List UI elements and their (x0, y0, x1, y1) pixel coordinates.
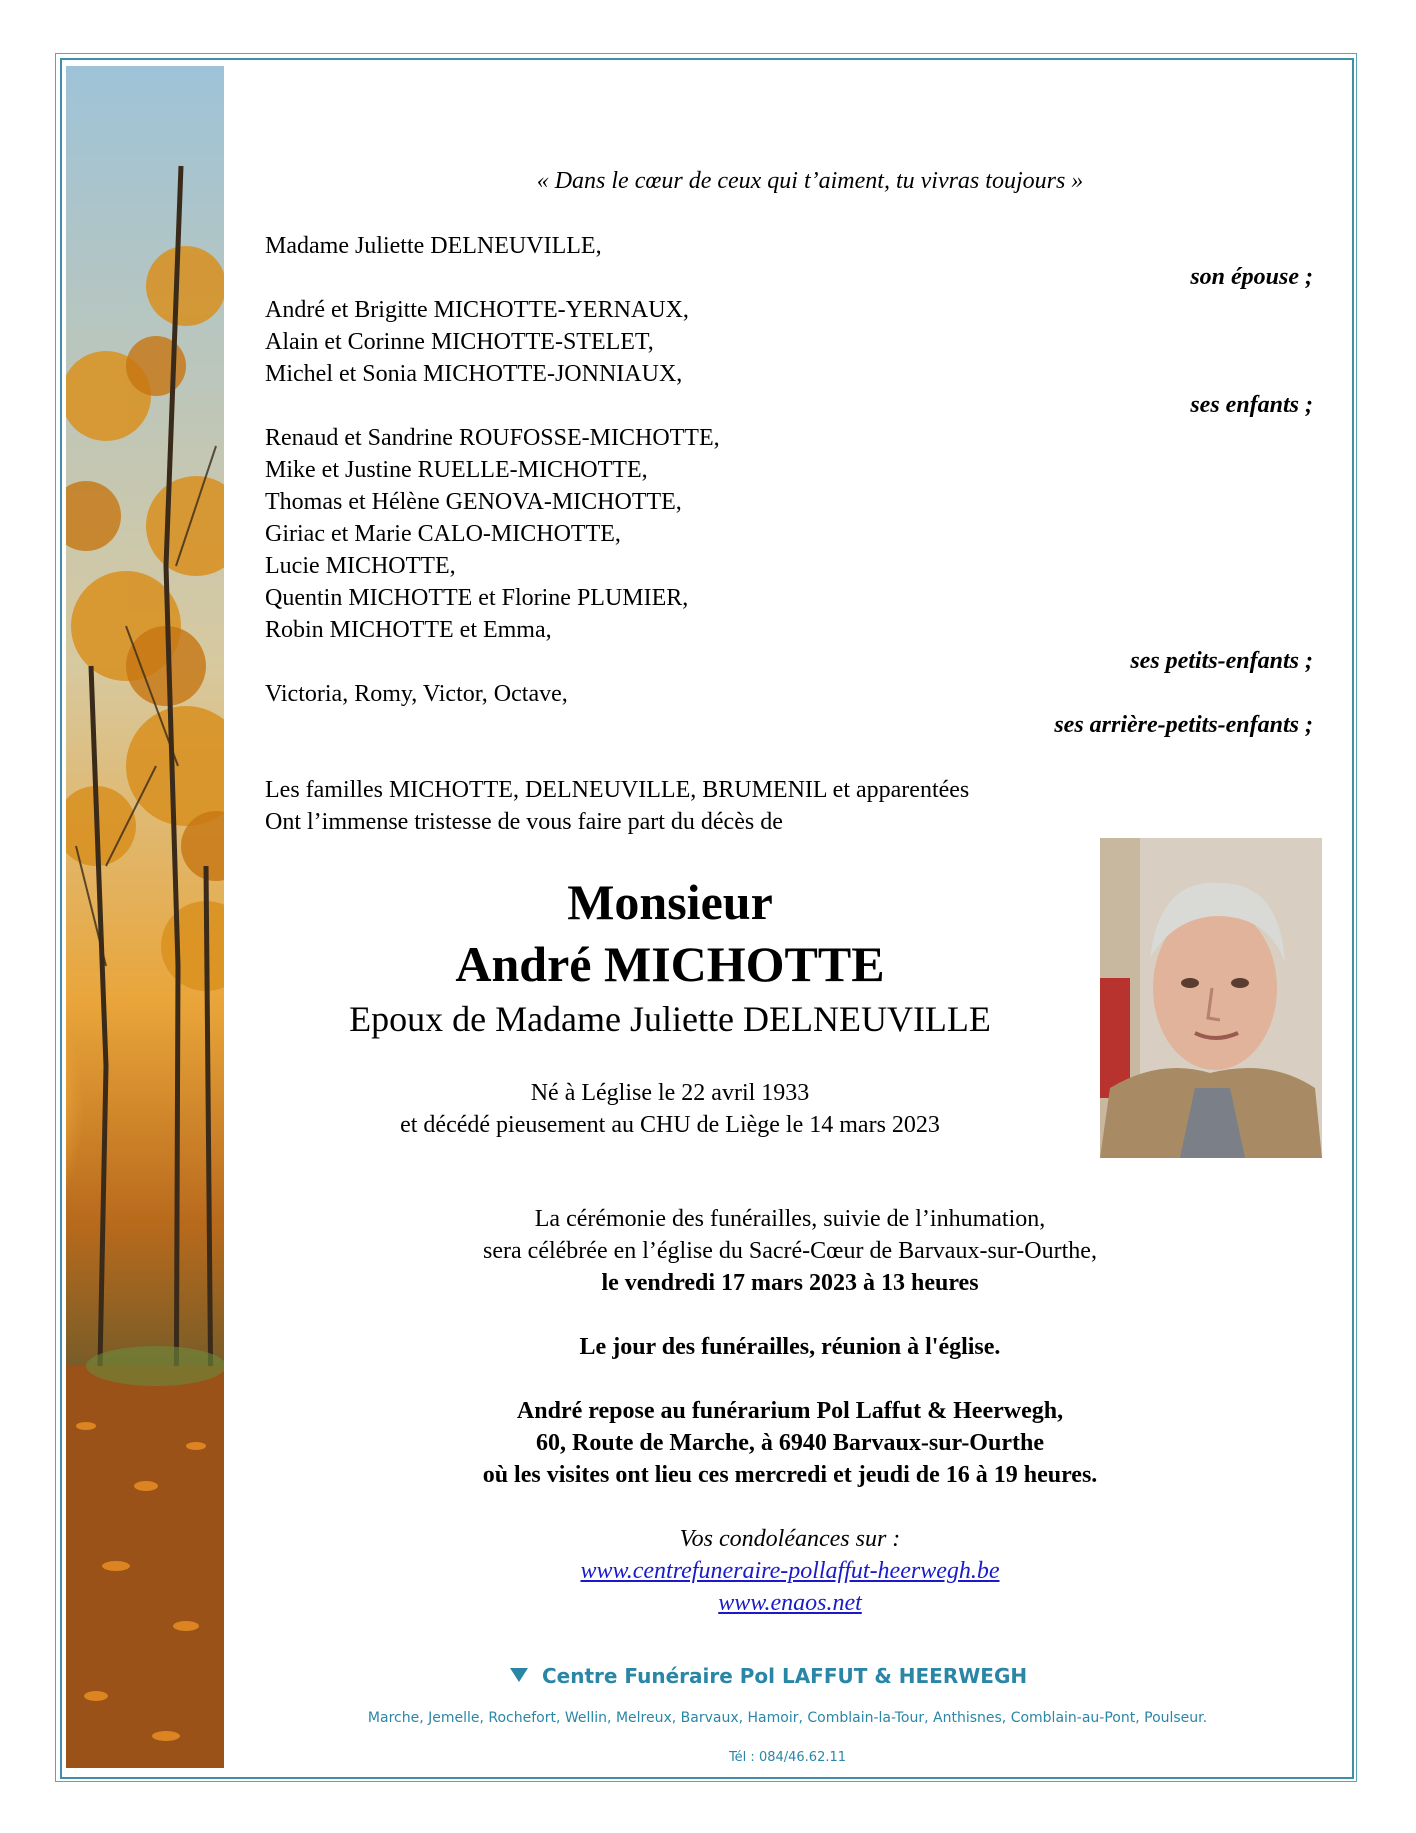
condolences-label: Vos condoléances sur : (679, 1526, 901, 1552)
ceremony-line-1: La cérémonie des funérailles, suivie de l’inhumation, (534, 1206, 1046, 1232)
child-name: André et Brigitte MICHOTTE-YERNAUX, (265, 297, 689, 323)
birth-info: Né à Léglise le 22 avril 1933 (530, 1080, 810, 1106)
child-name: Alain et Corinne MICHOTTE-STELET, (265, 329, 654, 355)
condolences-link-enaos[interactable]: www.enaos.net (718, 1590, 862, 1616)
triangle-down-icon (510, 1668, 528, 1682)
grandchild-name: Mike et Justine RUELLE-MICHOTTE, (265, 457, 648, 483)
great-grandchildren-role: ses arrière-petits-enfants ; (1054, 712, 1313, 738)
grandchildren-role: ses petits-enfants ; (1130, 648, 1313, 674)
grandchild-name: Quentin MICHOTTE et Florine PLUMIER, (265, 585, 689, 611)
rest-line-1: André repose au funérarium Pol Laffut & Heerwegh, (516, 1398, 1064, 1424)
funeral-center-towns: Marche, Jemelle, Rochefort, Wellin, Melreux, Barvaux, Hamoir, Comblain-la-Tour, Anthisnes, Comblain-au-Pont, Poulseur. (367, 1710, 1208, 1726)
memorial-quote: « Dans le cœur de ceux qui t’aiment, tu vivras toujours » (536, 168, 1084, 194)
rest-line-2: 60, Route de Marche, à 6940 Barvaux-sur-Ourthe (536, 1430, 1044, 1456)
great-grandchildren-names: Victoria, Romy, Victor, Octave, (265, 681, 568, 707)
spouse-name: Madame Juliette DELNEUVILLE, (265, 233, 602, 259)
spouse-role: son épouse ; (1190, 264, 1313, 290)
deceased-name: André MICHOTTE (455, 936, 885, 992)
meeting-note: Le jour des funérailles, réunion à l'église. (579, 1334, 1001, 1360)
children-role: ses enfants ; (1190, 392, 1313, 418)
deceased-title: Monsieur (567, 874, 773, 930)
funeral-center-phone: Tél : 084/46.62.11 (728, 1750, 847, 1765)
grandchild-name: Robin MICHOTTE et Emma, (265, 617, 552, 643)
announcement-line: Ont l’immense tristesse de vous faire part du décès de (265, 809, 783, 835)
child-name: Michel et Sonia MICHOTTE-JONNIAUX, (265, 361, 683, 387)
families-line: Les familles MICHOTTE, DELNEUVILLE, BRUMENIL et apparentées (265, 777, 970, 803)
grandchild-name: Thomas et Hélène GENOVA-MICHOTTE, (265, 489, 682, 515)
ceremony-line-2: sera célébrée en l’église du Sacré-Cœur de Barvaux-sur-Ourthe, (483, 1238, 1097, 1264)
autumn-forest-image (66, 66, 224, 1768)
death-info: et décédé pieusement au CHU de Liège le 14 mars 2023 (400, 1112, 940, 1138)
grandchild-name: Lucie MICHOTTE, (265, 553, 456, 579)
grandchild-name: Renaud et Sandrine ROUFOSSE-MICHOTTE, (265, 425, 720, 451)
deceased-spouse-of: Epoux de Madame Juliette DELNEUVILLE (349, 999, 991, 1039)
deceased-portrait-photo (1100, 838, 1322, 1158)
ceremony-date: le vendredi 17 mars 2023 à 13 heures (601, 1270, 979, 1296)
funeral-center-name-text: Centre Funéraire Pol LAFFUT & HEERWEGH (542, 1664, 1028, 1688)
condolences-link-funeral-center[interactable]: www.centrefuneraire-pollaffut-heerwegh.be (580, 1558, 1000, 1584)
rest-line-3: où les visites ont lieu ces mercredi et jeudi de 16 à 19 heures. (482, 1462, 1098, 1488)
funeral-center-name (510, 1664, 1027, 1688)
grandchild-name: Giriac et Marie CALO-MICHOTTE, (265, 521, 621, 547)
